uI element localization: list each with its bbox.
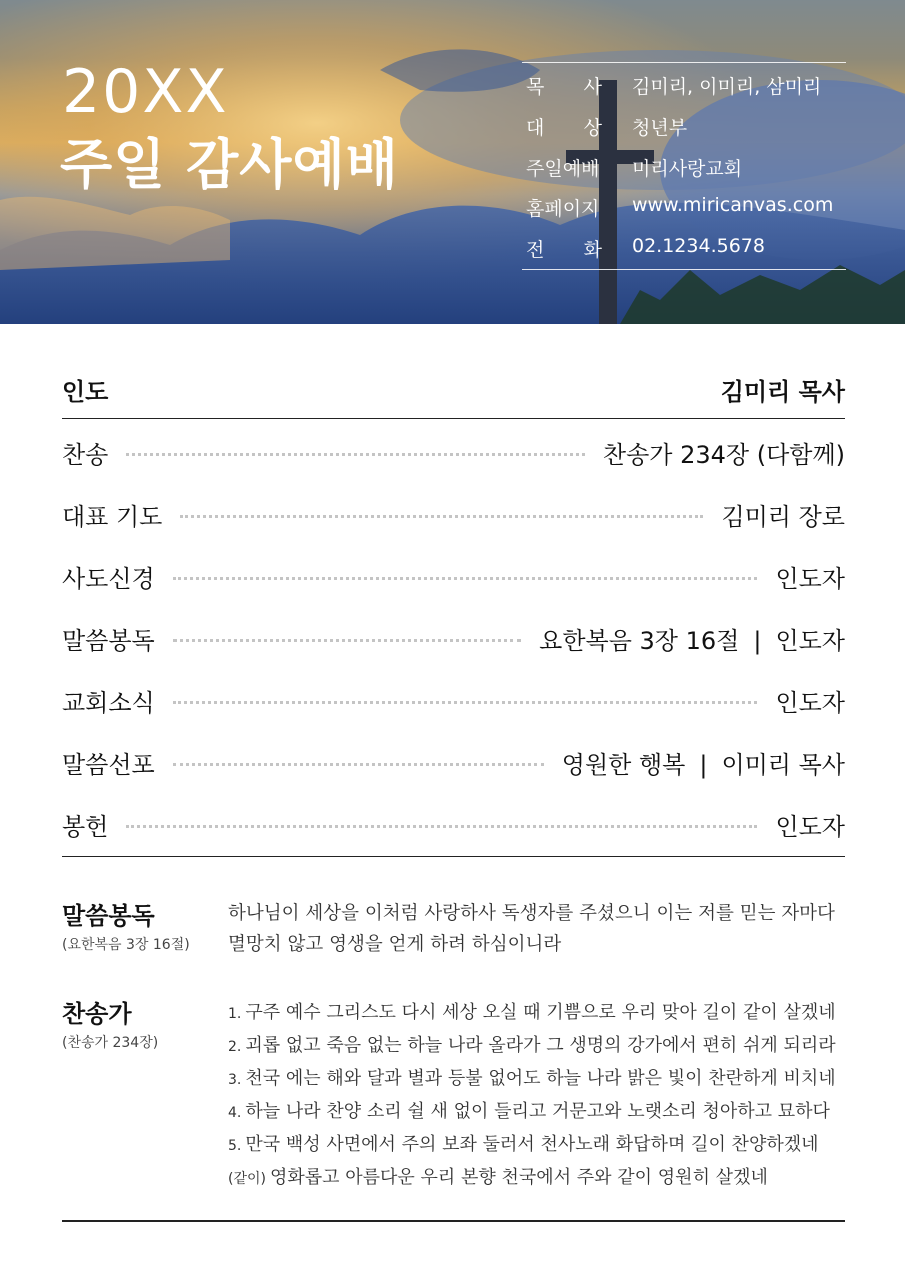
info-value-audience: 청년부 (632, 117, 688, 139)
verse-text: 괴롭 없고 죽음 없는 하늘 나라 올라가 그 생명의 강가에서 편히 쉬게 되리라 (245, 1035, 836, 1056)
verse-text: 구주 예수 그리스도 다시 세상 오실 때 기쁨으로 우리 맞아 길이 같이 살겠네 (245, 1002, 836, 1023)
program-row-label: 사도신경 (62, 564, 155, 593)
info-label-pastor (526, 72, 602, 99)
hero-banner (0, 0, 905, 324)
info-label-service: 주일예배 (526, 158, 600, 180)
info-row-phone (526, 235, 844, 265)
hymn-chorus (228, 1161, 848, 1194)
hymn-lyrics (228, 996, 848, 1194)
scripture-reference: (요한복음 3장 16절) (62, 937, 190, 953)
program-row-reading (62, 618, 845, 658)
info-label-audience (526, 113, 602, 140)
dotted-leader (173, 763, 544, 766)
program-row-sermon (62, 742, 845, 782)
info-row-audience (526, 113, 844, 143)
verse-number: 2. (228, 1039, 242, 1055)
program-row-creed (62, 556, 845, 596)
verse-number: 3. (228, 1072, 242, 1088)
hymn-verse (228, 1029, 848, 1062)
program-row-value: 인도자 (775, 812, 845, 841)
footer-divider (62, 1220, 845, 1222)
program-row-value: 인도자 (775, 564, 845, 593)
label-char: 상 (583, 117, 602, 139)
hymn-verse (228, 1062, 848, 1095)
label-char: 사 (583, 76, 602, 98)
label-char: 전 (526, 239, 545, 261)
info-value-homepage[interactable]: www.miricanvas.com (632, 194, 834, 216)
program-row-label: 찬송 (62, 440, 109, 469)
info-value-pastor: 김미리, 이미리, 삼미리 (632, 76, 822, 98)
program-row-prayer (62, 494, 845, 534)
program-row-label: 대표 기도 (62, 502, 163, 531)
info-value-service: 미리사랑교회 (632, 158, 743, 180)
program-row-value (562, 745, 845, 780)
program-row-value-main: 영원한 행복 (561, 750, 686, 779)
dotted-leader (173, 701, 758, 704)
verse-text: 하늘 나라 찬양 소리 쉴 새 없이 들리고 거문고와 노랫소리 청아하고 묘하다 (245, 1101, 830, 1122)
program-row-label: 봉헌 (62, 812, 109, 841)
value-separator: | (753, 626, 762, 655)
chorus-text: 영화롭고 아름다운 우리 본향 천국에서 주와 같이 영원히 살겠네 (269, 1167, 768, 1188)
value-separator: | (699, 750, 708, 779)
label-char: 화 (583, 239, 602, 261)
hymn-verse (228, 1095, 848, 1128)
program-row-news (62, 680, 845, 720)
program-row-offering (62, 804, 845, 844)
verse-number: 5. (228, 1138, 242, 1154)
program-row-label: 말씀선포 (62, 750, 155, 779)
hymn-verse (228, 996, 848, 1029)
program-divider (62, 856, 845, 857)
program-row-hymn (62, 432, 845, 472)
hymn-title: 찬송가 (62, 1000, 132, 1028)
program-row-value: 김미리 장로 (721, 502, 845, 531)
program-row-value: 찬송가 234장 (다함께) (602, 440, 845, 469)
hero-year: 20XX (62, 57, 229, 127)
scripture-title: 말씀봉독 (62, 902, 155, 930)
hymn-verse (228, 1128, 848, 1161)
label-char: 목 (526, 76, 545, 98)
scripture-text: 하나님이 세상을 이처럼 사랑하사 독생자를 주셨으니 이는 저를 믿는 자마다 멸망치 않고 영생을 얻게 하려 하심이니라 (228, 903, 835, 955)
program-row-value (539, 621, 845, 656)
program-row-value-secondary: 이미리 목사 (721, 750, 845, 779)
dotted-leader (126, 453, 585, 456)
info-value-phone: 02.1234.5678 (632, 235, 765, 257)
verse-text: 천국 에는 해와 달과 별과 등불 없어도 하늘 나라 밝은 빛이 찬란하게 비치네 (245, 1068, 836, 1089)
info-label-homepage: 홈페이지 (526, 198, 600, 220)
program-row-label: 교회소식 (62, 688, 155, 717)
chorus-marker: (같이) (228, 1171, 266, 1187)
verse-text: 만국 백성 사면에서 주의 보좌 둘러서 천사노래 화답하며 길이 찬양하겠네 (245, 1134, 819, 1155)
program-header (62, 368, 845, 419)
hymn-reference: (찬송가 234장) (62, 1035, 159, 1051)
program-header-left: 인도 (62, 378, 109, 406)
label-char: 대 (526, 117, 545, 139)
program-row-value: 인도자 (775, 688, 845, 717)
program-row-value-main: 요한복음 3장 16절 (539, 626, 740, 655)
program-row-value-secondary: 인도자 (775, 626, 845, 655)
dotted-leader (180, 515, 703, 518)
info-row-pastor (526, 72, 844, 102)
info-label-phone (526, 235, 602, 262)
hero-title: 주일 감사예배 (60, 133, 399, 196)
info-row-service (526, 154, 844, 184)
dotted-leader (173, 639, 521, 642)
program-header-right: 김미리 목사 (720, 378, 845, 406)
verse-number: 4. (228, 1105, 242, 1121)
info-row-homepage (526, 194, 844, 224)
dotted-leader (173, 577, 758, 580)
dotted-leader (126, 825, 757, 828)
program-row-label: 말씀봉독 (62, 626, 155, 655)
info-box (522, 62, 846, 270)
verse-number: 1. (228, 1006, 242, 1022)
